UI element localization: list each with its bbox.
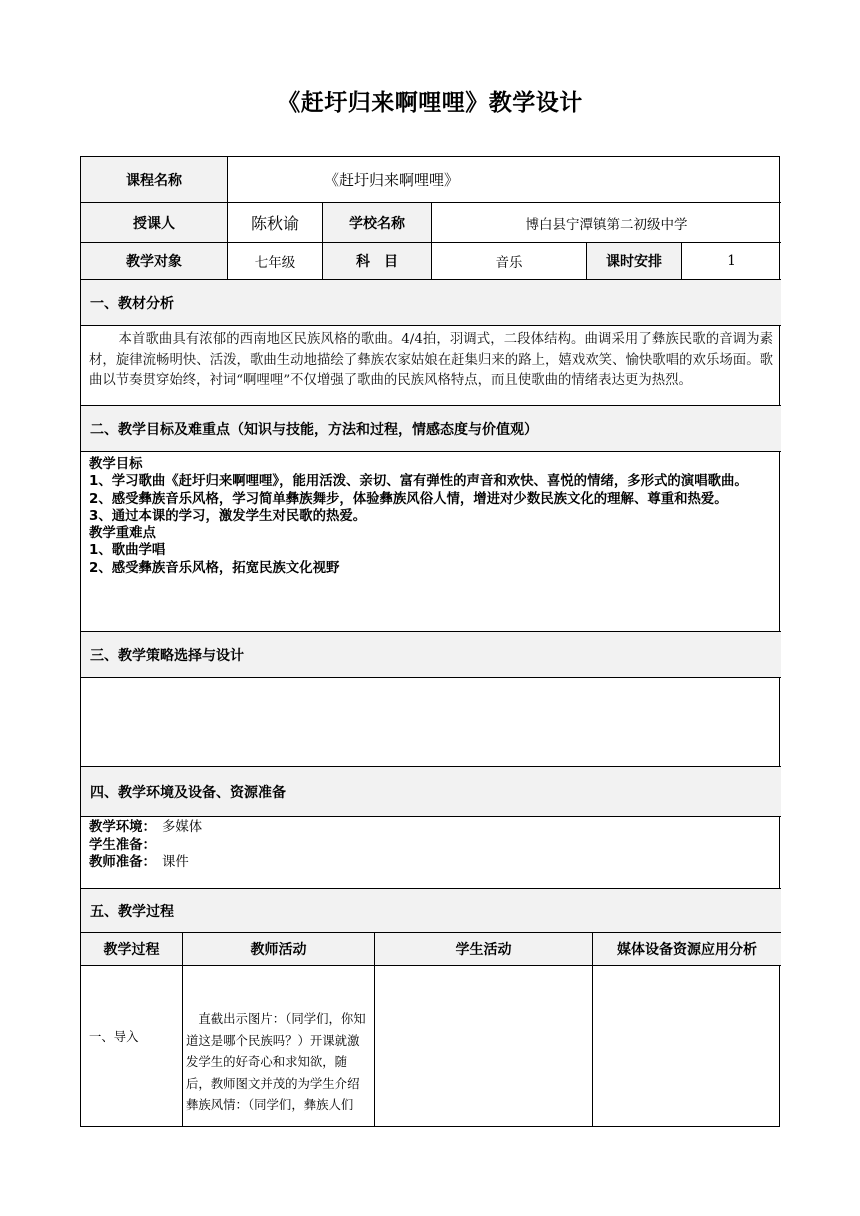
- lesson-plan-table: [80, 156, 780, 1127]
- subject-label: 科 目: [356, 254, 398, 270]
- process-teacher-activity: 直截出示图片：（同学们，你知道这是哪个民族吗？）开课就激发学生的好奇心和求知欲，随后，教师图文并茂的为学生介绍彝族风情：（同学们，彝族人们: [186, 1011, 366, 1112]
- course-name-label: 课程名称: [126, 172, 182, 189]
- env-label: 教学环境：: [89, 820, 156, 835]
- process-stage: 一、导入: [89, 1029, 139, 1044]
- document-title: 《赶圩归来啊哩哩》教学设计: [277, 90, 583, 116]
- target-label: 教学对象: [126, 254, 182, 270]
- subject-value: 音乐: [495, 255, 523, 271]
- process-header-teacher: 教师活动: [250, 942, 307, 958]
- section-objectives-title: 二、教学目标及难重点（知识与技能，方法和过程，情感态度与价值观）: [90, 421, 538, 438]
- objectives-line: 1、学习歌曲《赶圩归来啊哩哩》，能用活泼、亲切、富有弹性的声音和欢快、喜悦的情绪，多形式的演唱歌曲。: [89, 474, 748, 490]
- section-objectives-body: [81, 456, 781, 631]
- course-name-value: 《赶圩归来啊哩哩》: [324, 171, 460, 189]
- student-prep-label: 学生准备：: [89, 837, 156, 853]
- target-value: 七年级: [254, 255, 296, 271]
- period-label: 课时安排: [606, 254, 662, 270]
- objectives-line: 2、感受彝族音乐风格，拓宽民族文化视野: [89, 560, 340, 576]
- school-value: 博白县宁潭镇第二初级中学: [525, 216, 688, 233]
- section-environment-title: 四、教学环境及设备、资源准备: [90, 784, 286, 801]
- section-process-title: 五、教学过程: [90, 903, 174, 920]
- section-environment-body: [81, 817, 781, 888]
- objectives-line: 3、通过本课的学习，激发学生对民歌的热爱。: [89, 508, 367, 524]
- teacher-value: 陈秋谕: [250, 214, 299, 233]
- school-label: 学校名称: [349, 215, 405, 232]
- env-value: 多媒体: [161, 820, 203, 835]
- section-strategy-title: 三、教学策略选择与设计: [90, 647, 244, 664]
- section-material-analysis-body: 本首歌曲具有浓郁的西南地区民族风格的歌曲。4/4拍，羽调式，二段体结构。曲调采用了彝族民歌的音调为素材，旋律流畅明快、活泼，歌曲生动地描绘了彝族农家姑娘在赶集归来的路上，嬉戏欢笑、愉快歌唱的欢乐场面。歌曲以节奏贯穿始终，衬词“啊哩哩”不仅增强了歌曲的民族风格特点，而且使歌曲的情绪表达更为热烈。: [89, 332, 773, 388]
- objectives-line: 1、歌曲学唱: [89, 543, 166, 559]
- objectives-line: 2、感受彝族音乐风格，学习简单彝族舞步，体验彝族风俗人情，增进对少数民族文化的理解、尊重和热爱。: [89, 491, 728, 507]
- teacher-prep-label: 教师准备：: [89, 855, 156, 871]
- process-header-media: 媒体设备资源应用分析: [617, 942, 757, 958]
- section-material-analysis-title: 一、教材分析: [90, 295, 174, 312]
- objectives-line: 教学重难点: [89, 526, 156, 542]
- process-header-stage: 教学过程: [103, 942, 160, 958]
- period-value: 1: [727, 253, 736, 269]
- table-row: [89, 1026, 179, 1048]
- process-header-student: 学生活动: [455, 942, 512, 958]
- objectives-line: 教学目标: [89, 457, 143, 472]
- teacher-label: 授课人: [133, 215, 175, 232]
- teacher-prep-value: 课件: [161, 855, 189, 871]
- section-strategy-body: [81, 678, 781, 766]
